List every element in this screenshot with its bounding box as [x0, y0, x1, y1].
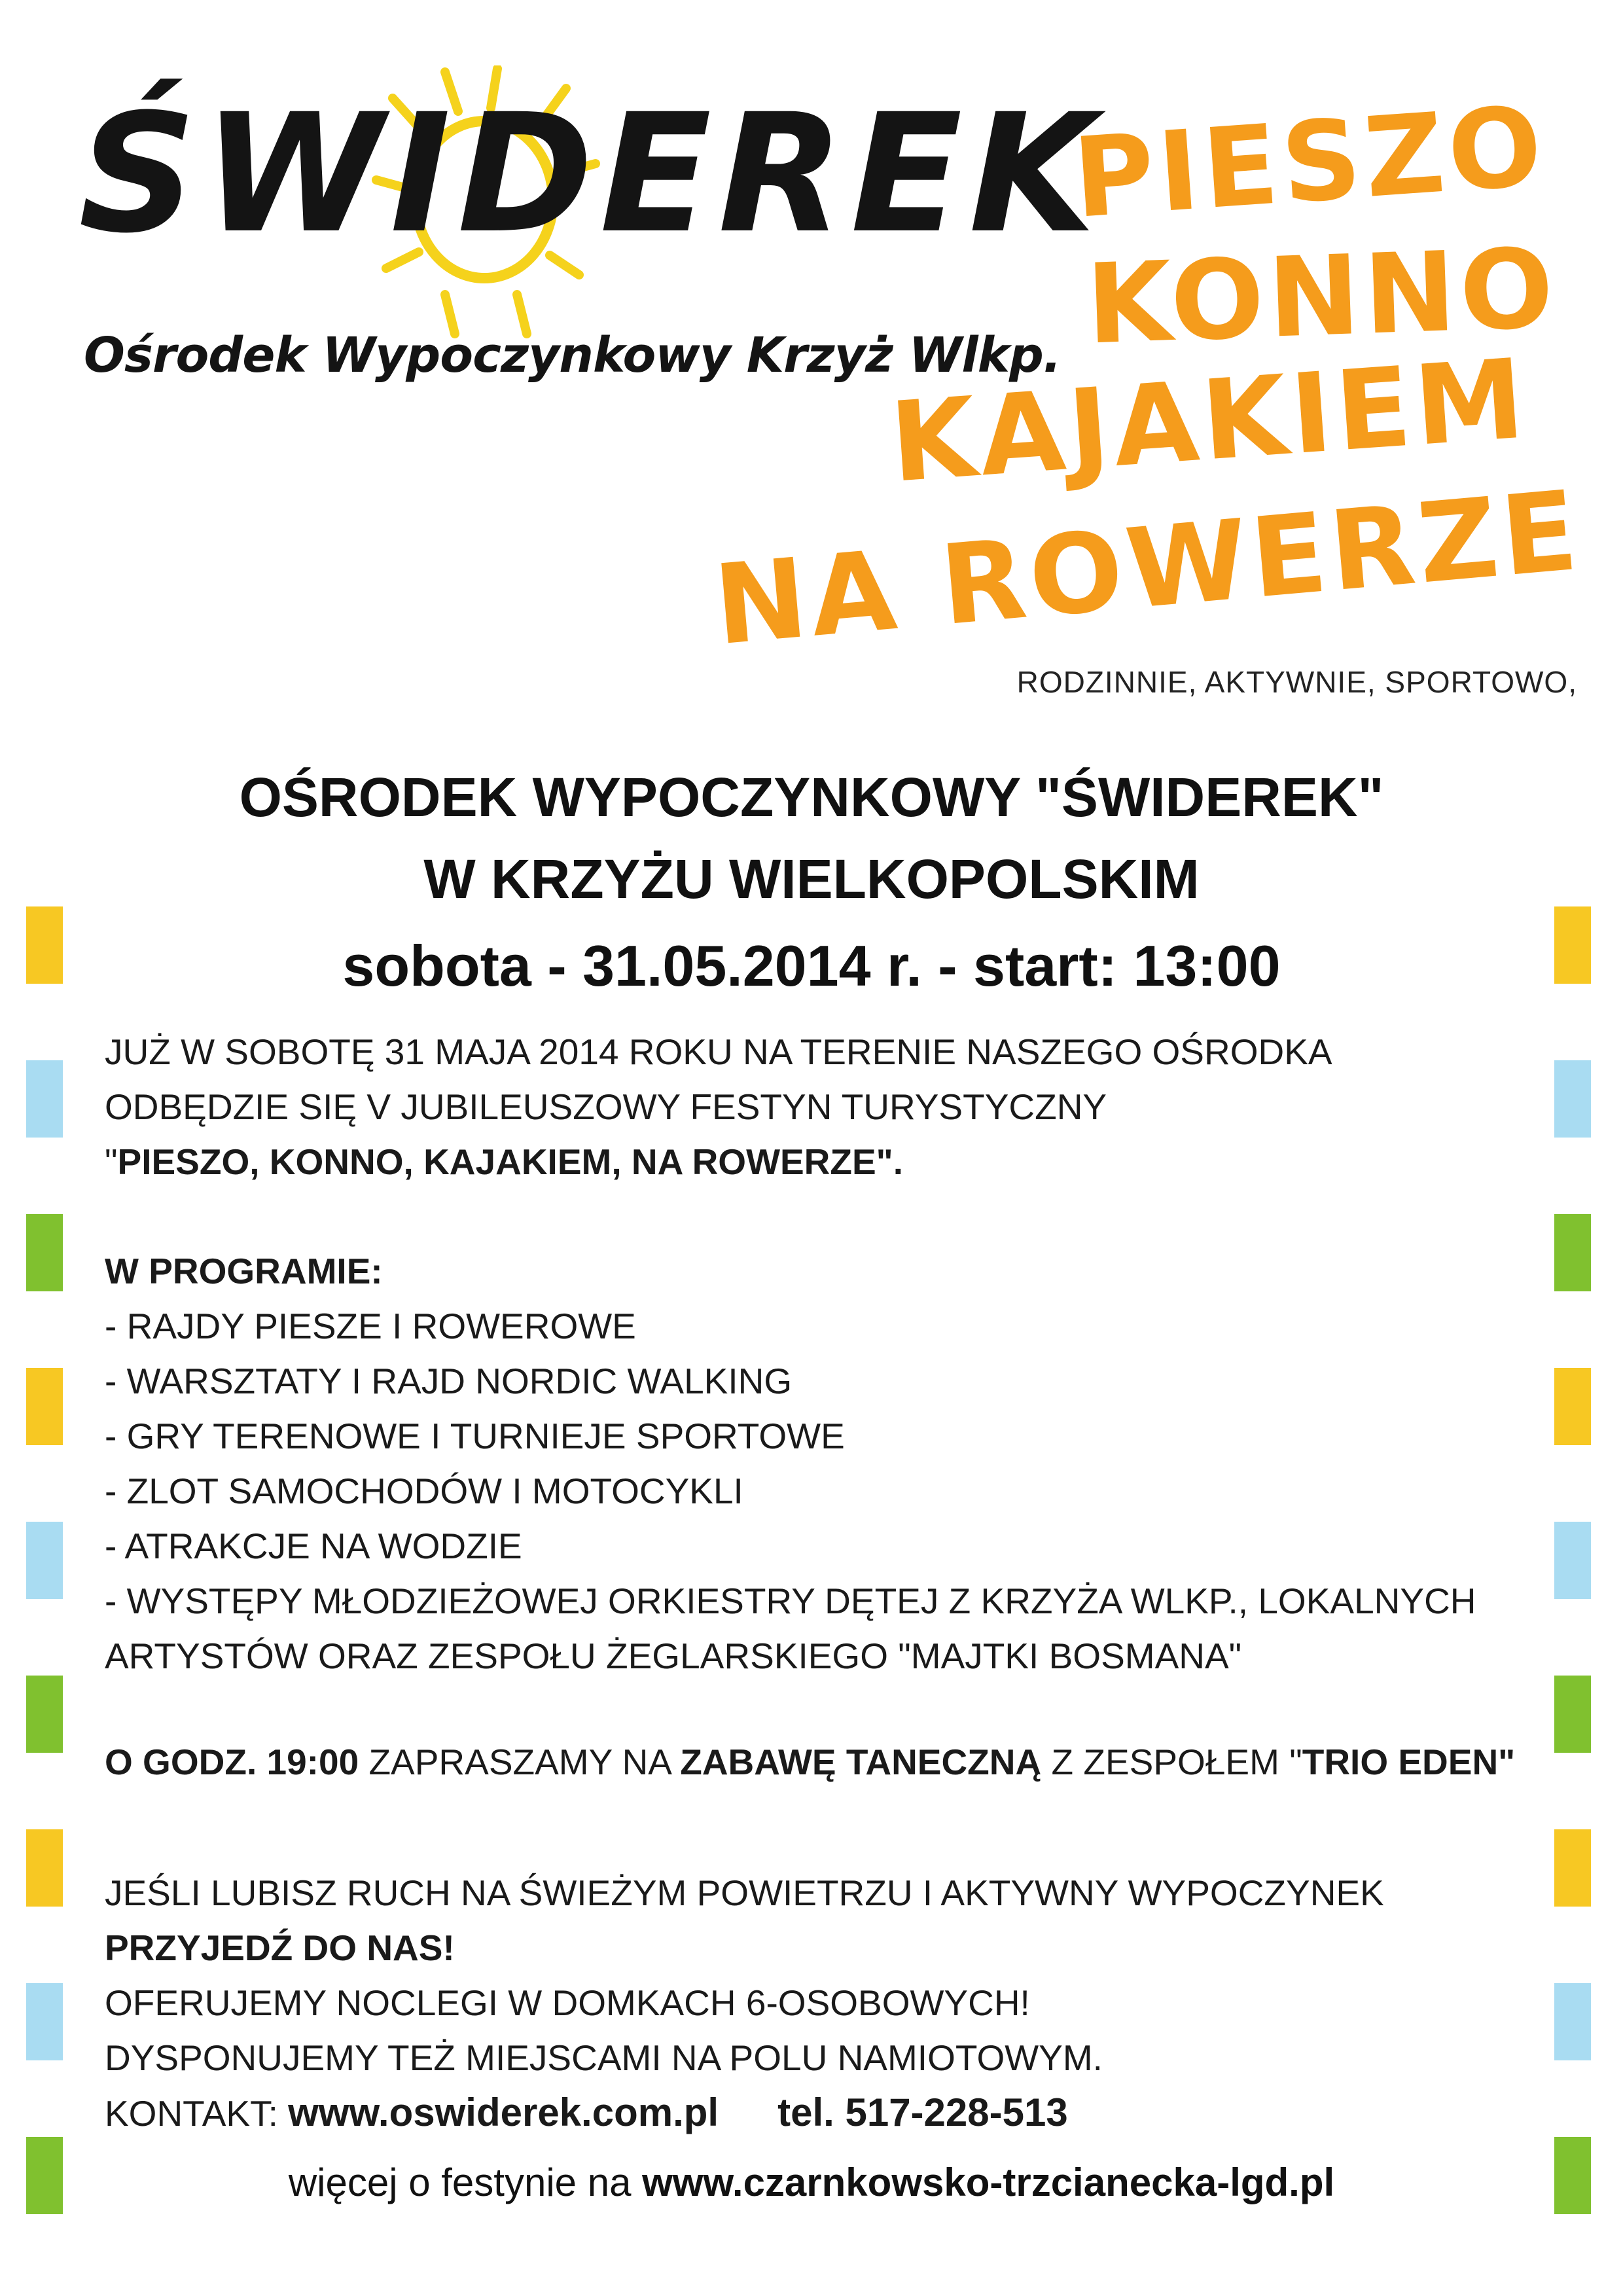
- slogan-pieszo: PIESZO: [1069, 82, 1550, 243]
- festival-name: PIESZO, KONNO, KAJAKIEM, NA ROWERZE: [117, 1141, 876, 1182]
- program-block: [105, 1244, 1571, 1683]
- program-item: - ATRAKCJE NA WODZIE: [105, 1526, 522, 1566]
- program-item: - RAJDY PIESZE I ROWEROWE: [105, 1306, 636, 1346]
- closing-line: OFERUJEMY NOCLEGI W DOMKACH 6-OSOBOWYCH!: [105, 1982, 1030, 2023]
- intro-line: JUŻ W SOBOTĘ 31 MAJA 2014 ROKU NA TERENIE NASZEGO OŚRODKA: [105, 1031, 1332, 1072]
- logo-title: ŚWIDEREK: [79, 79, 1103, 269]
- program-item: - ZLOT SAMOCHODÓW I MOTOCYKLI: [105, 1471, 743, 1511]
- contact-phone[interactable]: tel. 517-228-513: [777, 2090, 1068, 2134]
- contact-line: [105, 2085, 1571, 2140]
- closing-invite: PRZYJEDŹ DO NAS!: [105, 1928, 455, 1968]
- evening-event: ZABAWĘ TANECZNĄ: [680, 1742, 1042, 1782]
- decorative-bar: [26, 1676, 63, 1753]
- venue-title: OŚRODEK WYPOCZYNKOWY "ŚWIDEREK": [239, 766, 1384, 828]
- evening-line: [105, 1734, 1571, 1789]
- slogan-konno: KONNO: [1084, 224, 1560, 369]
- slogan-kajakiem: KAJAKIEM: [886, 334, 1533, 507]
- program-item: ARTYSTÓW ORAZ ZESPOŁU ŻEGLARSKIEGO "MAJTKI BOSMANA": [105, 1636, 1242, 1676]
- decorative-bar: [26, 1060, 63, 1138]
- festival-name-line: [105, 1134, 1571, 1189]
- evening-text: ZAPRASZAMY NA: [359, 1742, 681, 1782]
- closing-block: [105, 1865, 1571, 2140]
- tagline: RODZINNIE, AKTYWNIE, SPORTOWO,: [1016, 665, 1577, 699]
- quote-close: ".: [876, 1141, 904, 1182]
- quote-open: ": [105, 1141, 118, 1182]
- contact-website[interactable]: www.oswiderek.com.pl: [288, 2090, 719, 2134]
- intro-line: ODBĘDZIE SIĘ V JUBILEUSZOWY FESTYN TURYSTYCZNY: [105, 1086, 1107, 1127]
- decorative-bar: [1554, 1676, 1591, 1753]
- footer-link[interactable]: www.czarnkowsko-trzcianecka-lgd.pl: [642, 2161, 1335, 2204]
- decorative-bar: [26, 906, 63, 984]
- decorative-bar: [1554, 2137, 1591, 2214]
- evening-text: Z ZESPOŁEM ": [1041, 1742, 1302, 1782]
- decorative-bar: [26, 1368, 63, 1445]
- intro-block: [105, 1024, 1571, 1189]
- decorative-bar: [1554, 906, 1591, 984]
- decorative-bar: [1554, 1060, 1591, 1138]
- evening-block: [105, 1734, 1571, 1789]
- contact-label: KONTAKT:: [105, 2093, 289, 2134]
- footer: [0, 2160, 1623, 2205]
- event-date: sobota - 31.05.2014 r. - start: 13:00: [342, 933, 1281, 998]
- decorative-bar: [26, 1522, 63, 1599]
- program-item: - GRY TERENOWE I TURNIEJE SPORTOWE: [105, 1416, 845, 1456]
- decorative-bar: [26, 1983, 63, 2060]
- decorative-bar: [26, 2137, 63, 2214]
- program-heading: W PROGRAMIE:: [105, 1251, 383, 1291]
- program-item: - WARSZTATY I RAJD NORDIC WALKING: [105, 1361, 793, 1401]
- closing-line: DYSPONUJEMY TEŻ MIEJSCAMI NA POLU NAMIOTOWYM.: [105, 2037, 1103, 2078]
- decorative-bar: [1554, 1522, 1591, 1599]
- slogan-na-rowerze: NA ROWERZE: [709, 466, 1586, 670]
- decorative-bar: [1554, 1214, 1591, 1291]
- footer-text: więcej o festynie na: [288, 2161, 643, 2204]
- logo: [79, 65, 1103, 384]
- decorative-bar: [1554, 1829, 1591, 1907]
- evening-time: O GODZ. 19:00: [105, 1742, 359, 1782]
- closing-line: JEŚLI LUBISZ RUCH NA ŚWIEŻYM POWIETRZU I AKTYWNY WYPOCZYNEK: [105, 1873, 1384, 1913]
- evening-band: TRIO EDEN": [1302, 1742, 1516, 1782]
- decorative-bar: [1554, 1368, 1591, 1445]
- decorative-bar: [26, 1214, 63, 1291]
- logo-subtitle: Ośrodek Wypoczynkowy Krzyż Wlkp.: [84, 327, 1061, 384]
- venue-location: W KRZYŻU WIELKOPOLSKIM: [423, 848, 1200, 910]
- decorative-bar: [1554, 1983, 1591, 2060]
- program-item: - WYSTĘPY MŁODZIEŻOWEJ ORKIESTRY DĘTEJ Z KRZYŻA WLKP., LOKALNYCH: [105, 1581, 1476, 1621]
- decorative-bar: [26, 1829, 63, 1907]
